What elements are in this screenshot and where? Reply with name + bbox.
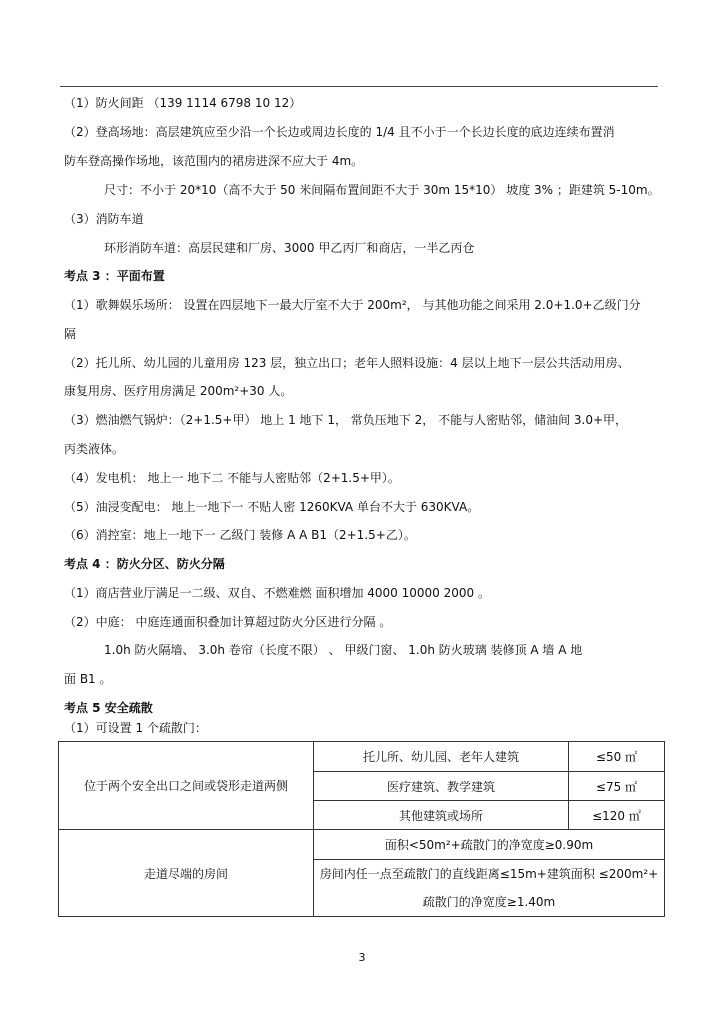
text-line: （6）消控室：地上一地下一 乙级门 装修 A A B1（2+1.5+乙）。: [64, 528, 416, 542]
table-cell: ≤50 ㎡: [569, 742, 665, 772]
text-line: 环形消防车道：高层民建和厂房、3000 甲乙丙厂和商店，一半乙丙仓: [104, 241, 475, 255]
text-line: （2）登高场地：高层建筑应至少沿一个长边或周边长度的 1/4 且不小于一个长边长度的底边连续布置消: [64, 125, 615, 139]
cell-line: 疏散门的净宽度≥1.40m: [422, 895, 556, 909]
page-number: 3: [358, 951, 366, 964]
table-cell: [314, 860, 665, 917]
table-cell: 走道尽端的房间: [59, 830, 314, 917]
table-row: [59, 830, 665, 860]
table-cell: 位于两个安全出口之间或袋形走道两侧: [59, 742, 314, 830]
text-line: 丙类液体。: [64, 442, 125, 456]
text-line: 面 B1 。: [64, 672, 112, 686]
section-heading: 考点 3 ：平面布置: [64, 269, 165, 283]
table-cell: 面积<50m²+疏散门的净宽度≥0.90m: [314, 830, 665, 860]
text-line: （2）中庭： 中庭连通面积叠加计算超过防火分区进行分隔 。: [64, 615, 392, 629]
text-line: 尺寸：不小于 20*10（高不大于 50 米间隔布置间距不大于 30m 15*10） 坡度 3% ；距建筑 5-10m。: [104, 183, 660, 197]
text-line: （3）燃油燃气锅炉：（2+1.5+甲） 地上 1 地下 1， 常负压地下 2， 不能与人密贴邻，储油间 3.0+甲，: [64, 413, 628, 427]
section-heading: 考点 5 安全疏散: [64, 701, 153, 715]
table-cell: 其他建筑或场所: [314, 801, 569, 830]
text-line: 1.0h 防火隔墙、 3.0h 卷帘（长度不限） 、 甲级门窗、 1.0h 防火玻璃 装修顶 A 墙 A 地: [104, 643, 583, 657]
table-cell: 托儿所、幼儿园、老年人建筑: [314, 742, 569, 772]
text-line: （3）消防车道: [64, 212, 144, 226]
text-line: 康复用房、医疗用房满足 200m²+30 人。: [64, 384, 293, 398]
table-row: [59, 742, 665, 772]
text-line: （1）可设置 1 个疏散门：: [64, 721, 207, 735]
table-cell: ≤120 ㎡: [569, 801, 665, 830]
table-cell: 医疗建筑、教学建筑: [314, 772, 569, 801]
text-line: 防车登高操作场地，该范围内的裙房进深不应大于 4m。: [64, 154, 364, 168]
text-line: （5）油浸变配电： 地上一地下一 不贴人密 1260KVA 单台不大于 630KVA。: [64, 500, 480, 514]
text-line: （1）防火间距 （139 1114 6798 10 12）: [64, 96, 302, 110]
text-line: 隔: [64, 327, 77, 341]
text-line: （2）托儿所、幼儿园的儿童用房 123 层，独立出口；老年人照料设施：4 层以上地下一层公共活动用房、: [64, 356, 630, 370]
header-rule: [60, 86, 658, 87]
evacuation-table: [58, 741, 665, 917]
section-heading: 考点 4 ：防火分区、防火分隔: [64, 557, 225, 571]
cell-line: 房间内任一点至疏散门的直线距离≤15m+建筑面积 ≤200m²+: [319, 867, 659, 881]
text-line: （1）歌舞娱乐场所： 设置在四层地下一最大厅室不大于 200m²， 与其他功能之间采用 2.0+1.0+乙级门分: [64, 298, 641, 312]
text-line: （4）发电机： 地上一 地下二 不能与人密贴邻（2+1.5+甲）。: [64, 471, 400, 485]
table-cell: ≤75 ㎡: [569, 772, 665, 801]
text-line: （1）商店营业厅满足一二级、双自、不燃难燃 面积增加 4000 10000 2000 。: [64, 586, 490, 600]
